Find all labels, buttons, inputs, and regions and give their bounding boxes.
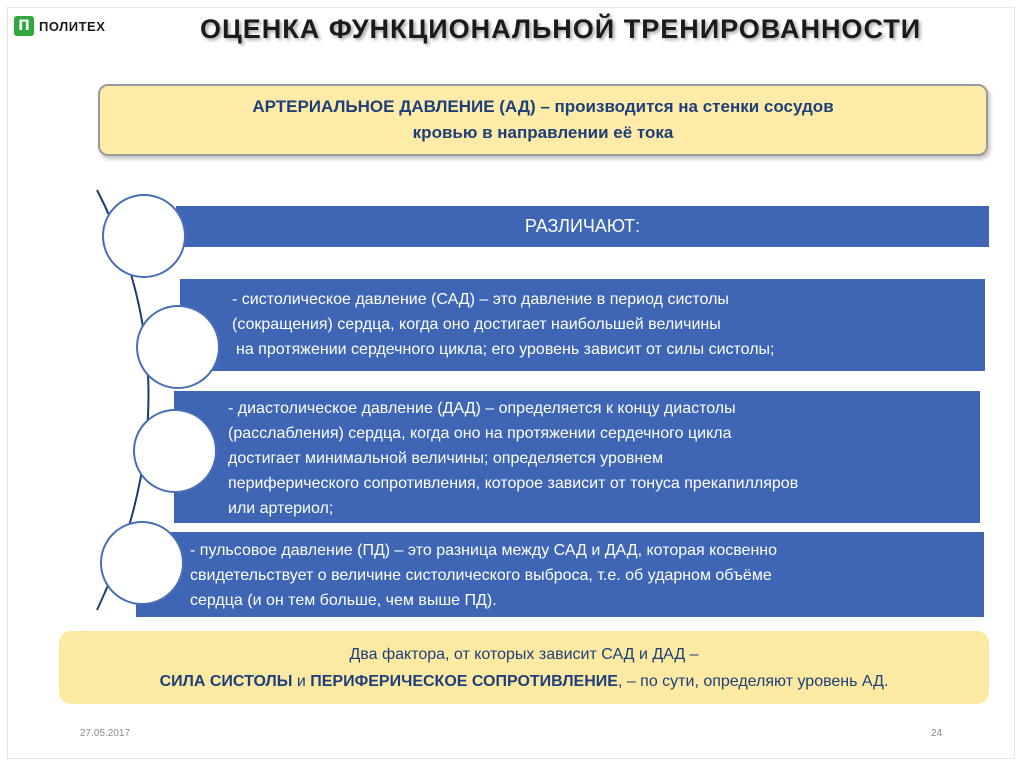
logo-mark-icon: П	[14, 16, 34, 36]
diastolic-line-5: или артериол;	[228, 500, 334, 517]
heading-label: РАЗЛИЧАЮТ:	[524, 216, 641, 236]
diastolic-line-1: - диастолическое давление (ДАД) – определяется к концу диастолы	[228, 400, 736, 417]
systolic-bar	[180, 279, 985, 371]
diastolic-line-4: периферического сопротивления, которое зависит от тонуса прекапилляров	[228, 475, 799, 492]
heading-bar	[176, 206, 989, 247]
diastolic-bar	[174, 391, 980, 523]
systolic-line-2: (сокращения) сердца, когда оно достигает наибольшей величины	[232, 316, 721, 333]
diastolic-line-3: достигает минимальной величины; определяется уровнем	[228, 450, 664, 467]
definition-line-2: кровью в направлении её тока	[412, 123, 674, 142]
summary-box	[59, 631, 989, 704]
summary-line-2	[160, 668, 889, 695]
circle-marker-1	[102, 194, 186, 278]
pulse-bar	[136, 532, 984, 617]
summary-line-1: Два фактора, от которых зависит САД и ДАД –	[349, 645, 699, 663]
factor-resistance: ПЕРИФЕРИЧЕСКОЕ СОПРОТИВЛЕНИЕ	[310, 672, 618, 690]
diastolic-line-2: (расслабления) сердца, когда оно на протяжении сердечного цикла	[228, 425, 732, 442]
pulse-line-1: - пульсовое давление (ПД) – это разница между САД и ДАД, которая косвенно	[190, 542, 778, 559]
circle-marker-3	[133, 409, 217, 493]
definition-line-1: АРТЕРИАЛЬНОЕ ДАВЛЕНИЕ (АД) – производится на стенки сосудов	[252, 97, 834, 116]
footer-date: 27.05.2017	[80, 728, 131, 739]
pulse-line-3: сердца (и он тем больше, чем выше ПД).	[190, 592, 497, 609]
page-number: 24	[931, 728, 943, 739]
circle-marker-2	[136, 305, 220, 389]
pulse-line-2: свидетельствует о величине систолического выброса, т.е. об ударном объёме	[190, 567, 772, 584]
systolic-line-3: на протяжении сердечного цикла; его уровень зависит от силы систолы;	[236, 341, 775, 358]
circle-marker-4	[100, 521, 184, 605]
factor-connector: и	[292, 672, 311, 690]
logo-text: ПОЛИТЕХ	[39, 18, 106, 34]
factor-systole: СИЛА СИСТОЛЫ	[159, 672, 293, 690]
summary-tail: , – по сути, определяют уровень АД.	[617, 672, 889, 690]
page-title: ОЦЕНКА ФУНКЦИОНАЛЬНОЙ ТРЕНИРОВАННОСТИ	[200, 14, 922, 44]
systolic-line-1: - систолическое давление (САД) – это давление в период систолы	[232, 291, 729, 308]
